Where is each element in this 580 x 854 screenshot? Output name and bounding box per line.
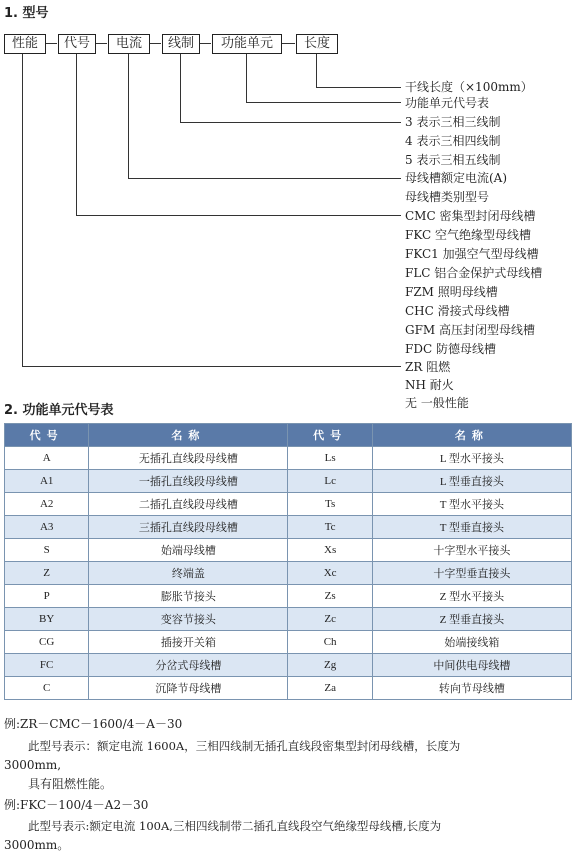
- table-cell: 插接开关箱: [89, 631, 288, 654]
- table-cell: 分岔式母线槽: [89, 654, 288, 677]
- table-cell: Xs: [288, 539, 372, 562]
- example2-line1: 此型号表示:额定电流 100A,三相四线制带二插孔直线段空气绝缘型母线槽,长度为: [28, 819, 442, 833]
- dash-connector: [282, 43, 295, 44]
- desc-cmc: CMC 密集型封闭母线槽: [405, 209, 536, 223]
- table-row: [5, 493, 572, 516]
- table-cell: A3: [5, 516, 89, 539]
- table-cell: 十字型水平接头: [372, 539, 571, 562]
- table-cell: T 型水平接头: [372, 493, 571, 516]
- table-cell: T 型垂直接头: [372, 516, 571, 539]
- table-cell: Za: [288, 677, 372, 700]
- table-cell: Z 型水平接头: [372, 585, 571, 608]
- desc-gfm: GFM 高压封闭型母线槽: [405, 323, 536, 337]
- table-cell: P: [5, 585, 89, 608]
- leader-length-h: [316, 87, 401, 88]
- table-cell: 膨胀节接头: [89, 585, 288, 608]
- table-cell: 无插孔直线段母线槽: [89, 447, 288, 470]
- desc-flc: FLC 铝合金保护式母线槽: [405, 266, 543, 280]
- desc-fkc: FKC 空气绝缘型母线槽: [405, 228, 531, 242]
- desc-chc: CHC 滑接式母线槽: [405, 304, 510, 318]
- section2-title: 2. 功能单元代号表: [4, 403, 114, 418]
- table-cell: A: [5, 447, 89, 470]
- table-cell: Zg: [288, 654, 372, 677]
- table-cell: L 型垂直接头: [372, 470, 571, 493]
- table-row: [5, 608, 572, 631]
- table-row: [5, 539, 572, 562]
- leader-type-h: [76, 215, 401, 216]
- table-cell: 始端接线箱: [372, 631, 571, 654]
- table-cell: Zc: [288, 608, 372, 631]
- code-box-wiring: 线制: [162, 34, 200, 54]
- table-row: [5, 631, 572, 654]
- leader-type: [76, 54, 77, 215]
- table-cell: Z 型垂直接头: [372, 608, 571, 631]
- code-box-length: 长度: [296, 34, 338, 54]
- table-cell: 十字型垂直接头: [372, 562, 571, 585]
- table-cell: Ch: [288, 631, 372, 654]
- table-cell: Ts: [288, 493, 372, 516]
- section1-title: 1. 型号: [4, 6, 49, 21]
- table-cell: CG: [5, 631, 89, 654]
- desc-4-wire: 4 表示三相四线制: [405, 134, 501, 148]
- dash-connector: [96, 43, 107, 44]
- leader-wiring: [180, 54, 181, 122]
- header-code: 代号: [5, 424, 89, 447]
- code-box-function-unit: 功能单元: [212, 34, 282, 54]
- table-cell: 三插孔直线段母线槽: [89, 516, 288, 539]
- table-cell: 二插孔直线段母线槽: [89, 493, 288, 516]
- table-header-row: [5, 424, 572, 447]
- table-row: [5, 516, 572, 539]
- header-name: 名称: [89, 424, 288, 447]
- table-cell: Lc: [288, 470, 372, 493]
- example1-line3: 具有阻燃性能。: [28, 777, 113, 791]
- leader-current: [128, 54, 129, 178]
- desc-5-wire: 5 表示三相五线制: [405, 153, 501, 167]
- desc-function-unit-table: 功能单元代号表: [405, 96, 490, 110]
- table-cell: A1: [5, 470, 89, 493]
- leader-length: [316, 54, 317, 87]
- table-cell: Ls: [288, 447, 372, 470]
- dash-connector: [150, 43, 161, 44]
- table-row: [5, 562, 572, 585]
- code-box-current: 电流: [108, 34, 150, 54]
- dash-connector: [200, 43, 211, 44]
- desc-3-wire: 3 表示三相三线制: [405, 115, 501, 129]
- table-cell: BY: [5, 608, 89, 631]
- function-unit-table: [4, 423, 572, 700]
- leader-current-h: [128, 178, 401, 179]
- desc-nh: NH 耐火: [405, 378, 454, 392]
- example2-line2: 3000mm。: [4, 838, 70, 852]
- desc-none: 无 一般性能: [405, 396, 469, 410]
- dash-connector: [46, 43, 57, 44]
- table-cell: 变容节接头: [89, 608, 288, 631]
- code-box-type: 代号: [58, 34, 96, 54]
- table-row: [5, 654, 572, 677]
- table-row: [5, 585, 572, 608]
- desc-fkc1: FKC1 加强空气型母线槽: [405, 247, 539, 261]
- desc-trunk-length: 干线长度（×100mm）: [405, 80, 533, 94]
- example1-line2: 3000mm,: [4, 758, 62, 772]
- example2-code: 例:FKC－100/4－A2－30: [4, 798, 149, 812]
- leader-function-unit: [246, 54, 247, 102]
- table-cell: A2: [5, 493, 89, 516]
- leader-wiring-h: [180, 122, 401, 123]
- desc-zr: ZR 阻燃: [405, 360, 451, 374]
- table-cell: L 型水平接头: [372, 447, 571, 470]
- desc-fzm: FZM 照明母线槽: [405, 285, 498, 299]
- example1-code: 例:ZR－CMC－1600/4－A－30: [4, 717, 183, 731]
- table-cell: C: [5, 677, 89, 700]
- desc-busway-category: 母线槽类别型号: [405, 190, 490, 204]
- desc-fdc: FDC 防德母线槽: [405, 342, 496, 356]
- table-cell: 中间供电母线槽: [372, 654, 571, 677]
- table-cell: 沉降节母线槽: [89, 677, 288, 700]
- header-name: 名称: [372, 424, 571, 447]
- table-cell: S: [5, 539, 89, 562]
- code-box-performance: 性能: [4, 34, 46, 54]
- example1-line1: 此型号表示：额定电流 1600A，三相四线制无插孔直线段密集型封闭母线槽，长度为: [28, 739, 461, 753]
- leader-performance-h: [22, 366, 401, 367]
- table-cell: 始端母线槽: [89, 539, 288, 562]
- leader-function-unit-h: [246, 102, 401, 103]
- table-cell: Xc: [288, 562, 372, 585]
- table-cell: 转向节母线槽: [372, 677, 571, 700]
- table-row: [5, 447, 572, 470]
- table-cell: Z: [5, 562, 89, 585]
- table-cell: 终端盖: [89, 562, 288, 585]
- leader-performance: [22, 54, 23, 366]
- table-cell: 一插孔直线段母线槽: [89, 470, 288, 493]
- table-cell: Tc: [288, 516, 372, 539]
- table-row: [5, 470, 572, 493]
- table-cell: Zs: [288, 585, 372, 608]
- desc-rated-current: 母线槽额定电流(A): [405, 171, 508, 185]
- table-row: [5, 677, 572, 700]
- header-code: 代号: [288, 424, 372, 447]
- table-cell: FC: [5, 654, 89, 677]
